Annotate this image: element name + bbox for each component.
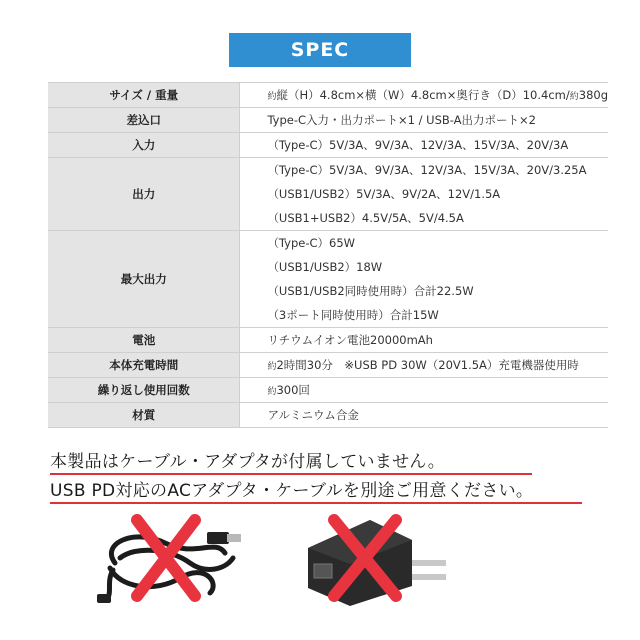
weight-text: 380g (578, 88, 608, 102)
spec-value-max-output (240, 231, 608, 328)
table-row (48, 328, 608, 353)
cycles-text: 300回 (276, 383, 310, 397)
size-text: 縦（H）4.8cm×横（W）4.8cm×奥行き（D）10.4cm/ (276, 88, 570, 102)
input-text: （Type-C）5V/3A、9V/3A、12V/3A、15V/3A、20V/3A (267, 138, 569, 152)
spec-value-battery (240, 328, 608, 353)
battery-text: リチウムイオン電池20000mAh (267, 333, 433, 347)
table-row (48, 231, 608, 328)
output-line: （USB1/USB2）5V/3A、9V/2A、12V/1.5A (267, 187, 501, 201)
spec-value-input (240, 133, 608, 158)
notice-text: 本製品はケーブル・アダプタが付属していません。 (50, 452, 446, 472)
spec-title-badge: SPEC (229, 33, 411, 67)
table-row (48, 108, 608, 133)
spec-label-material: 材質 (48, 403, 240, 428)
table-row (48, 378, 608, 403)
ac-adapter-photo (300, 508, 460, 608)
spec-label-input: 入力 (48, 133, 240, 158)
spec-label-charge-time: 本体充電時間 (48, 353, 240, 378)
spec-label-max-output: 最大出力 (48, 231, 240, 328)
table-row (48, 403, 608, 428)
spec-label-ports: 差込口 (48, 108, 240, 133)
spec-label-size-weight: サイズ / 重量 (48, 83, 240, 108)
max-output-line: （USB1/USB2）18W (267, 260, 383, 274)
approx-prefix: 約 (267, 387, 277, 397)
approx-prefix: 約 (569, 92, 579, 102)
usb-cable-photo (95, 508, 245, 608)
red-underline (50, 473, 532, 475)
max-output-line: （3ポート同時使用時）合計15W (267, 308, 439, 322)
table-row (48, 353, 608, 378)
spec-value-size-weight (240, 83, 608, 108)
charge-time-text: 2時間30分 ※USB PD 30W（20V1.5A）充電機器使用時 (276, 358, 579, 372)
output-line: （Type-C）5V/3A、9V/3A、12V/3A、15V/3A、20V/3.25A (267, 163, 587, 177)
output-line: （USB1+USB2）4.5V/5A、5V/4.5A (267, 211, 464, 225)
red-underline (50, 502, 582, 504)
max-output-line: （USB1/USB2同時使用時）合計22.5W (267, 284, 474, 298)
ports-text: Type-C入力・出力ポート×1 / USB-A出力ポート×2 (267, 113, 536, 127)
spec-value-material (240, 403, 608, 428)
spec-value-cycles (240, 378, 608, 403)
notice-text: USB PD対応のACアダプタ・ケーブルを別途ご用意ください。 (50, 481, 534, 501)
notice-line-1 (50, 447, 445, 472)
max-output-line: （Type-C）65W (267, 236, 356, 250)
material-text: アルミニウム合金 (267, 408, 359, 422)
spec-value-ports (240, 108, 608, 133)
spec-label-battery: 電池 (48, 328, 240, 353)
spec-table (48, 82, 608, 428)
table-row (48, 158, 608, 231)
approx-prefix: 約 (267, 92, 277, 102)
notice-line-2 (50, 476, 533, 501)
spec-label-cycles: 繰り返し使用回数 (48, 378, 240, 403)
spec-value-output (240, 158, 608, 231)
spec-label-output: 出力 (48, 158, 240, 231)
spec-value-charge-time (240, 353, 608, 378)
table-row (48, 133, 608, 158)
table-row (48, 83, 608, 108)
approx-prefix: 約 (267, 362, 277, 372)
